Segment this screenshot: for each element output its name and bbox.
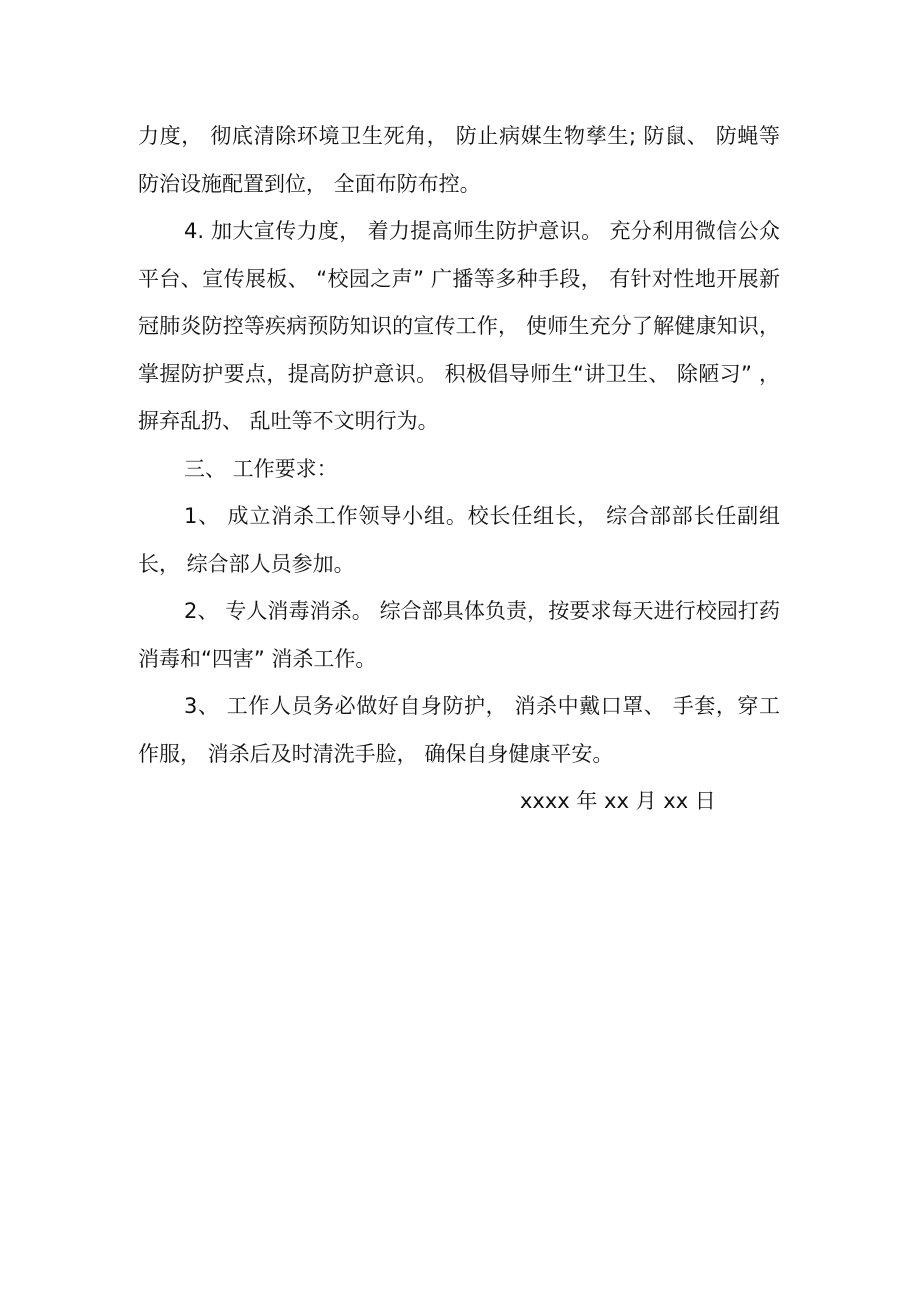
document-body [138, 113, 780, 826]
paragraph-continuation: 力度， 彻底清除环境卫生死角， 防止病媒生物孳生; 防鼠、 防蝇等防治设施配置到位， 全面布防布控。 [138, 124, 780, 196]
section-heading-work-requirements: 三、 工作要求： [184, 456, 338, 481]
paragraph-requirement-2: 2、 专人消毒消杀。 综合部具体负责，按要求每天进行校园打药消毒和“四害” 消杀工作。 [138, 599, 780, 671]
paragraph-requirement-3: 3、 工作人员务必做好自身防护， 消杀中戴口罩、 手套，穿工作服， 消杀后及时清洗手脸， 确保自身健康平安。 [138, 694, 780, 766]
document-date: xxxx 年 xx 月 xx 日 [520, 789, 716, 813]
paragraph-requirement-1: 1、 成立消杀工作领导小组。校长任组长， 综合部部长任副组长， 综合部人员参加。 [138, 504, 780, 576]
paragraph-item-4-publicity: 4. 加大宣传力度， 着力提高师生防护意识。 充分利用微信公众平台、宣传展板、 “校园之声” 广播等多种手段， 有针对性地开展新冠肺炎防控等疾病预防知识的宣传工作， 使师生充分了解健康知识， 掌握防护要点，提高防护意识。 积极倡导师生“讲卫生、 除陋习” ， 摒弃乱扔、 乱吐等不文明行为。 [138, 219, 780, 433]
